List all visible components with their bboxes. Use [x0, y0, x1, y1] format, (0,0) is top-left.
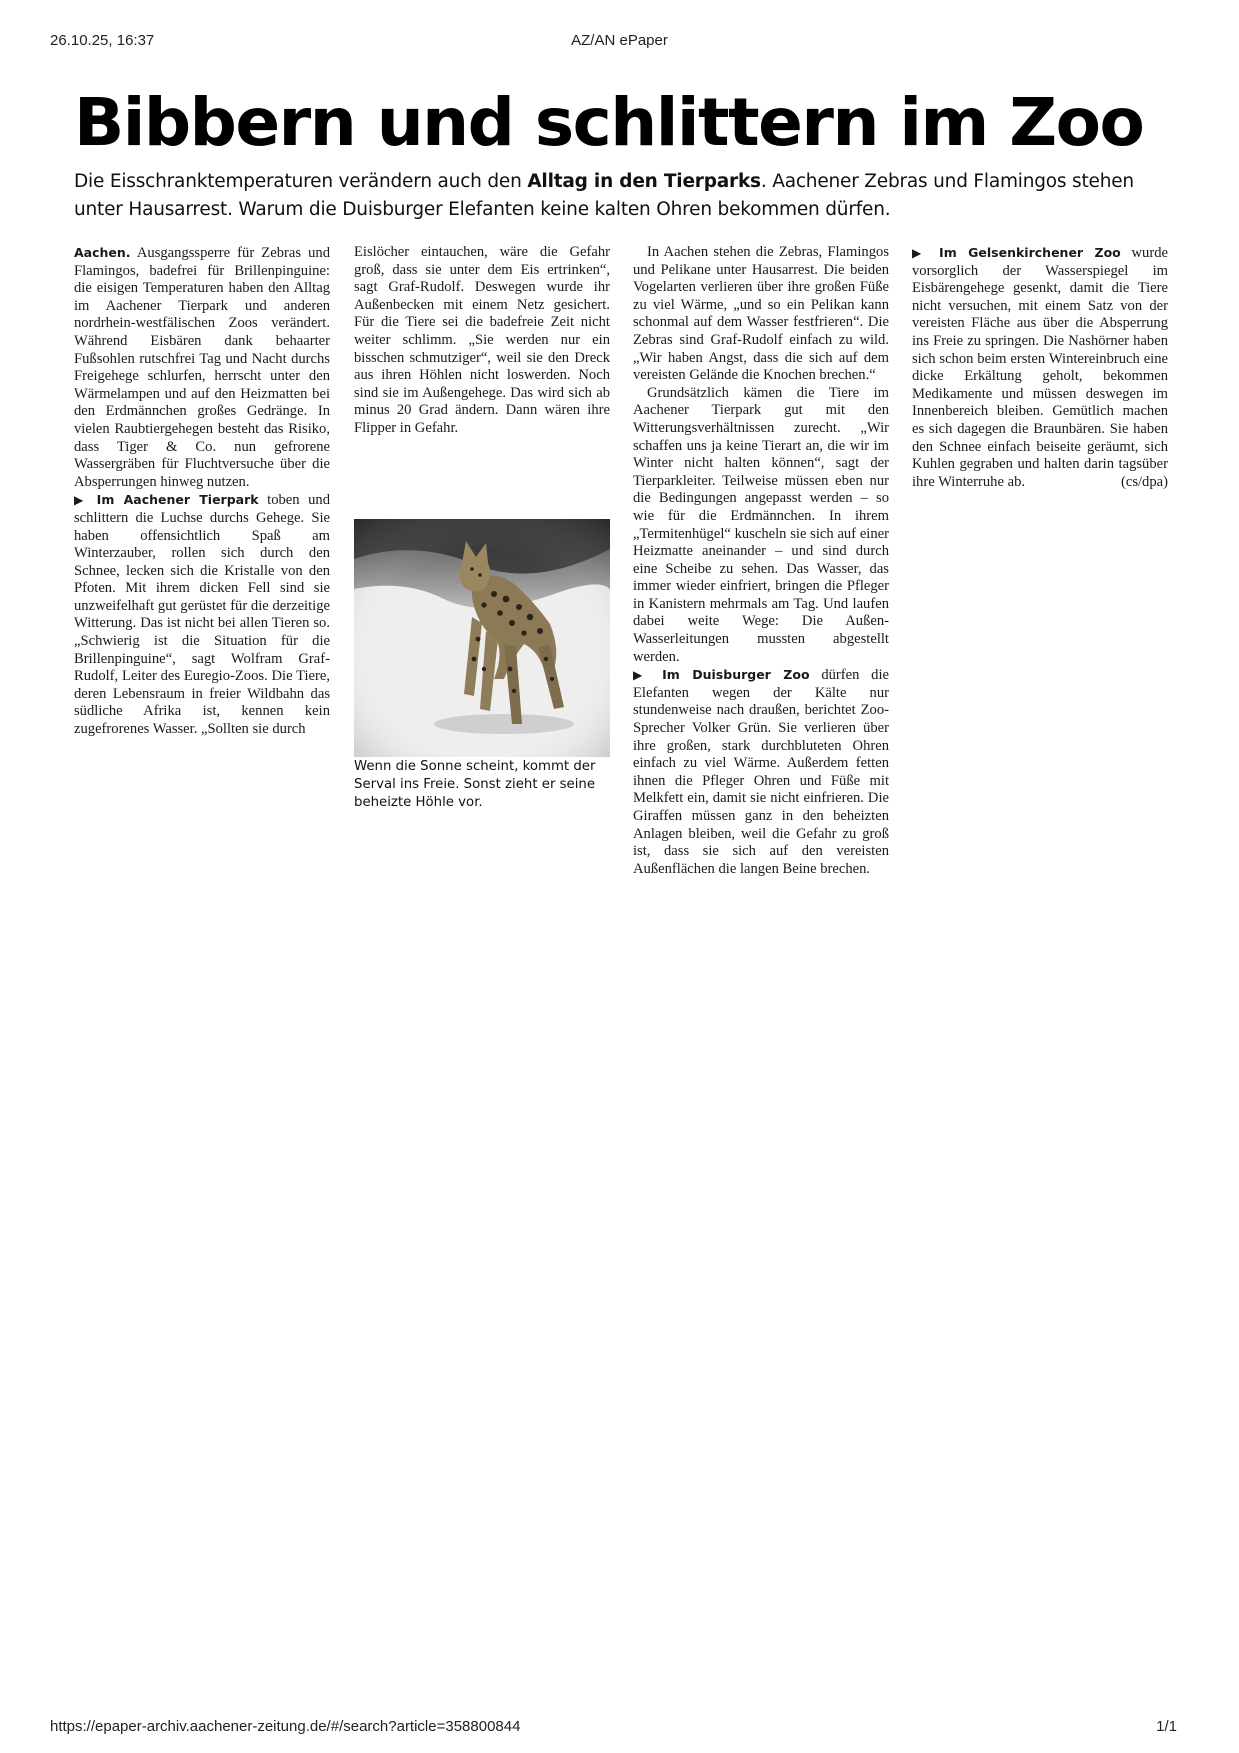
paragraph-5: dürfen die Elefanten wegen der Kälte nur stundenweise nach draußen, berichtet Zoo-Sprecher Volker Grün. Sie verlieren über ihre großen, stark durchbluteten Ohren einfach zu viel Wärme. Außerdem fetten ihnen die Pfleger Ohren und Füße mit Melkfett ein, damit sie nicht einfrieren. Die Giraffen müssen ganz in den beheizten Anlagen bleiben, weil die Gefahr zu groß ist, dass sie sich auf den vereisten Außenflächen die langen Beine brechen. — [633, 667, 889, 877]
triangle-icon: ▶ — [912, 246, 929, 260]
article-body-col2 — [354, 244, 610, 438]
dateline: Aachen. — [74, 245, 131, 260]
paragraph-duisburg — [633, 666, 889, 878]
subheading-gelsenkirchen: Im Gelsenkirchener Zoo — [939, 245, 1121, 260]
print-header — [0, 32, 1239, 52]
triangle-icon: ▶ — [633, 668, 651, 683]
serval-photo — [354, 519, 610, 757]
paragraph-gelsenkirchen — [912, 244, 1168, 491]
photo-caption: Wenn die Sonne scheint, kommt der Serval ins Freie. Sonst zieht er seine beheizte Höhle vor. — [354, 759, 596, 810]
subhead-text-1: Die Eisschranktemperaturen verändern auch den — [74, 171, 528, 192]
page-number: 1/1 — [1156, 1718, 1177, 1735]
subhead-emphasis: Alltag in den Tierparks — [527, 171, 761, 192]
page-url: https://epaper-archiv.aachener-zeitung.de/#/search?article=358800844 — [50, 1718, 521, 1735]
print-site-title: AZ/AN ePaper — [571, 32, 668, 49]
triangle-icon: ▶ — [74, 493, 89, 508]
paragraph-2-continued: Eislöcher eintauchen, wäre die Gefahr groß, dass sie unter dem Eis ertrinken“, sagt Graf-Rudolf. Deswegen wurde ihr Außenbecken mit einem Netz gesichert. Für die Tiere sei die badefreie Zeit nicht weiter schlimm. „Sie werden nur ein bisschen schmutziger“, weil sie den Dreck aus ihren Höhlen nicht loswerden. Noch sind sie im Außengehege. Das wird sich ab minus 20 Grad ändern. Dann wären ihre Flipper in Gefahr. — [354, 244, 610, 436]
article-body-col3 — [633, 244, 889, 878]
subheading-aachen: Im Aachener Tierpark — [96, 492, 259, 508]
paragraph-3: In Aachen stehen die Zebras, Flamingos und Pelikane unter Hausarrest. Die beiden Vogelarten verlieren über ihre großen Füße zu viel Wärme, „und so ein Pelikan kann schonmal auf dem Wasser festfrieren“. Die Zebras sind Graf-Rudolf einfach zu wild. „Wir haben Angst, dass die sich auf dem vereisten Gelände die Knochen brechen.“ — [633, 244, 889, 384]
serval-image — [354, 519, 610, 757]
author-credit: (cs/dpa) — [1120, 473, 1168, 490]
subhead-text-2: . Aachener Zebras und Flamingos stehen unter Hausarrest. Warum die Duisburger Elefanten keine kalten Ohren bekommen dürfen. — [74, 171, 1134, 220]
print-datetime: 26.10.25, 16:37 — [50, 32, 155, 49]
article-subhead — [74, 168, 1174, 224]
article-body-col4 — [912, 244, 1168, 491]
paragraph-aachen — [74, 491, 330, 738]
paragraph-1: Ausgangssperre für Zebras und Flamingos, badefrei für Brillenpinguine: die eisigen Temperaturen haben den Alltag im Aachener Tierpark und anderen nordrhein-westfälischen Zoos verändert. Während Eisbären dank behaarter Fußsohlen rutschfrei Tag und Nacht durchs Freigehege schlurfen, herrscht unter den Wärmelampen und auf den Heizmatten bei den Erdmännchen großes Gedränge. In vielen Raubtiergehegen besteht das Risiko, dass Tiger & Co. nun gefrorene Wassergräben für Fluchtversuche über die Absperrungen hinweg nutzen. — [74, 245, 331, 490]
paragraph-6: wurde vorsorglich der Wasserspiegel im Eisbärengehege gesenkt, damit die Tiere nicht versuchen, mit einem Satz von der vereisten Fläche aus über die Absperrung ins Freie zu springen. Die Nashörner haben sich schon beim ersten Wintereinbruch eine dicke Erkältung geholt, bekommen Medikamente und müssen deswegen im Innenbereich bleiben. Gemütlich machen es sich dagegen die Braunbären. Sie haben den Schnee einfach beiseite geräumt, sich Kuhlen gegraben und halten darin tagsüber ihre Winterruhe ab. — [912, 245, 1168, 490]
subheading-duisburg: Im Duisburger Zoo — [662, 667, 810, 683]
article-body — [74, 244, 330, 739]
article-headline: Bibbern und schlittern im Zoo — [74, 84, 1144, 161]
paragraph-4: Grundsätzlich kämen die Tiere im Aachener Tierpark gut mit den Witterungsverhältnissen zurecht. „Wir schaffen uns ja keine Tierart an, die wir im Winter nicht halten können“, sagt der Tierparkleiter. Teilweise müssen eben nur die Bedingungen angepasst werden – so wie für die Erdmännchen. In ihrem „Termitenhügel“ kuscheln sie sich auf einer Heizmatte aneinander – und sind durch eine Scheibe zu sehen. Das Wasser, das immer wieder einfriert, bringen die Pfleger in Kanistern mehrmals am Tag. Und laufen dabei weite Wege: Die Außen-Wasserleitungen mussten abgestellt werden. — [633, 384, 889, 665]
print-footer — [0, 1718, 1239, 1738]
paragraph-2: toben und schlittern die Luchse durchs Gehege. Sie haben offensichtlich Spaß am Winterzauber, rollen sich durch den Schnee, lecken sich die Kristalle von den Pfoten. Mit ihrem dicken Fell sind sie unzweifelhaft gut gerüstet für die derzeitige Witterung. Das ist nicht bei allen Tieren so. „Schwierig ist die Situation für die Brillenpinguine“, sagt Wolfram Graf-Rudolf, Leiter des Euregio-Zoos. Die Tiere, deren Lebensraum in freier Wildbahn das südliche Afrika ist, kennen kein zugefrorenes Wasser. „Sollten sie durch — [74, 492, 330, 738]
paragraph-intro — [74, 244, 330, 491]
